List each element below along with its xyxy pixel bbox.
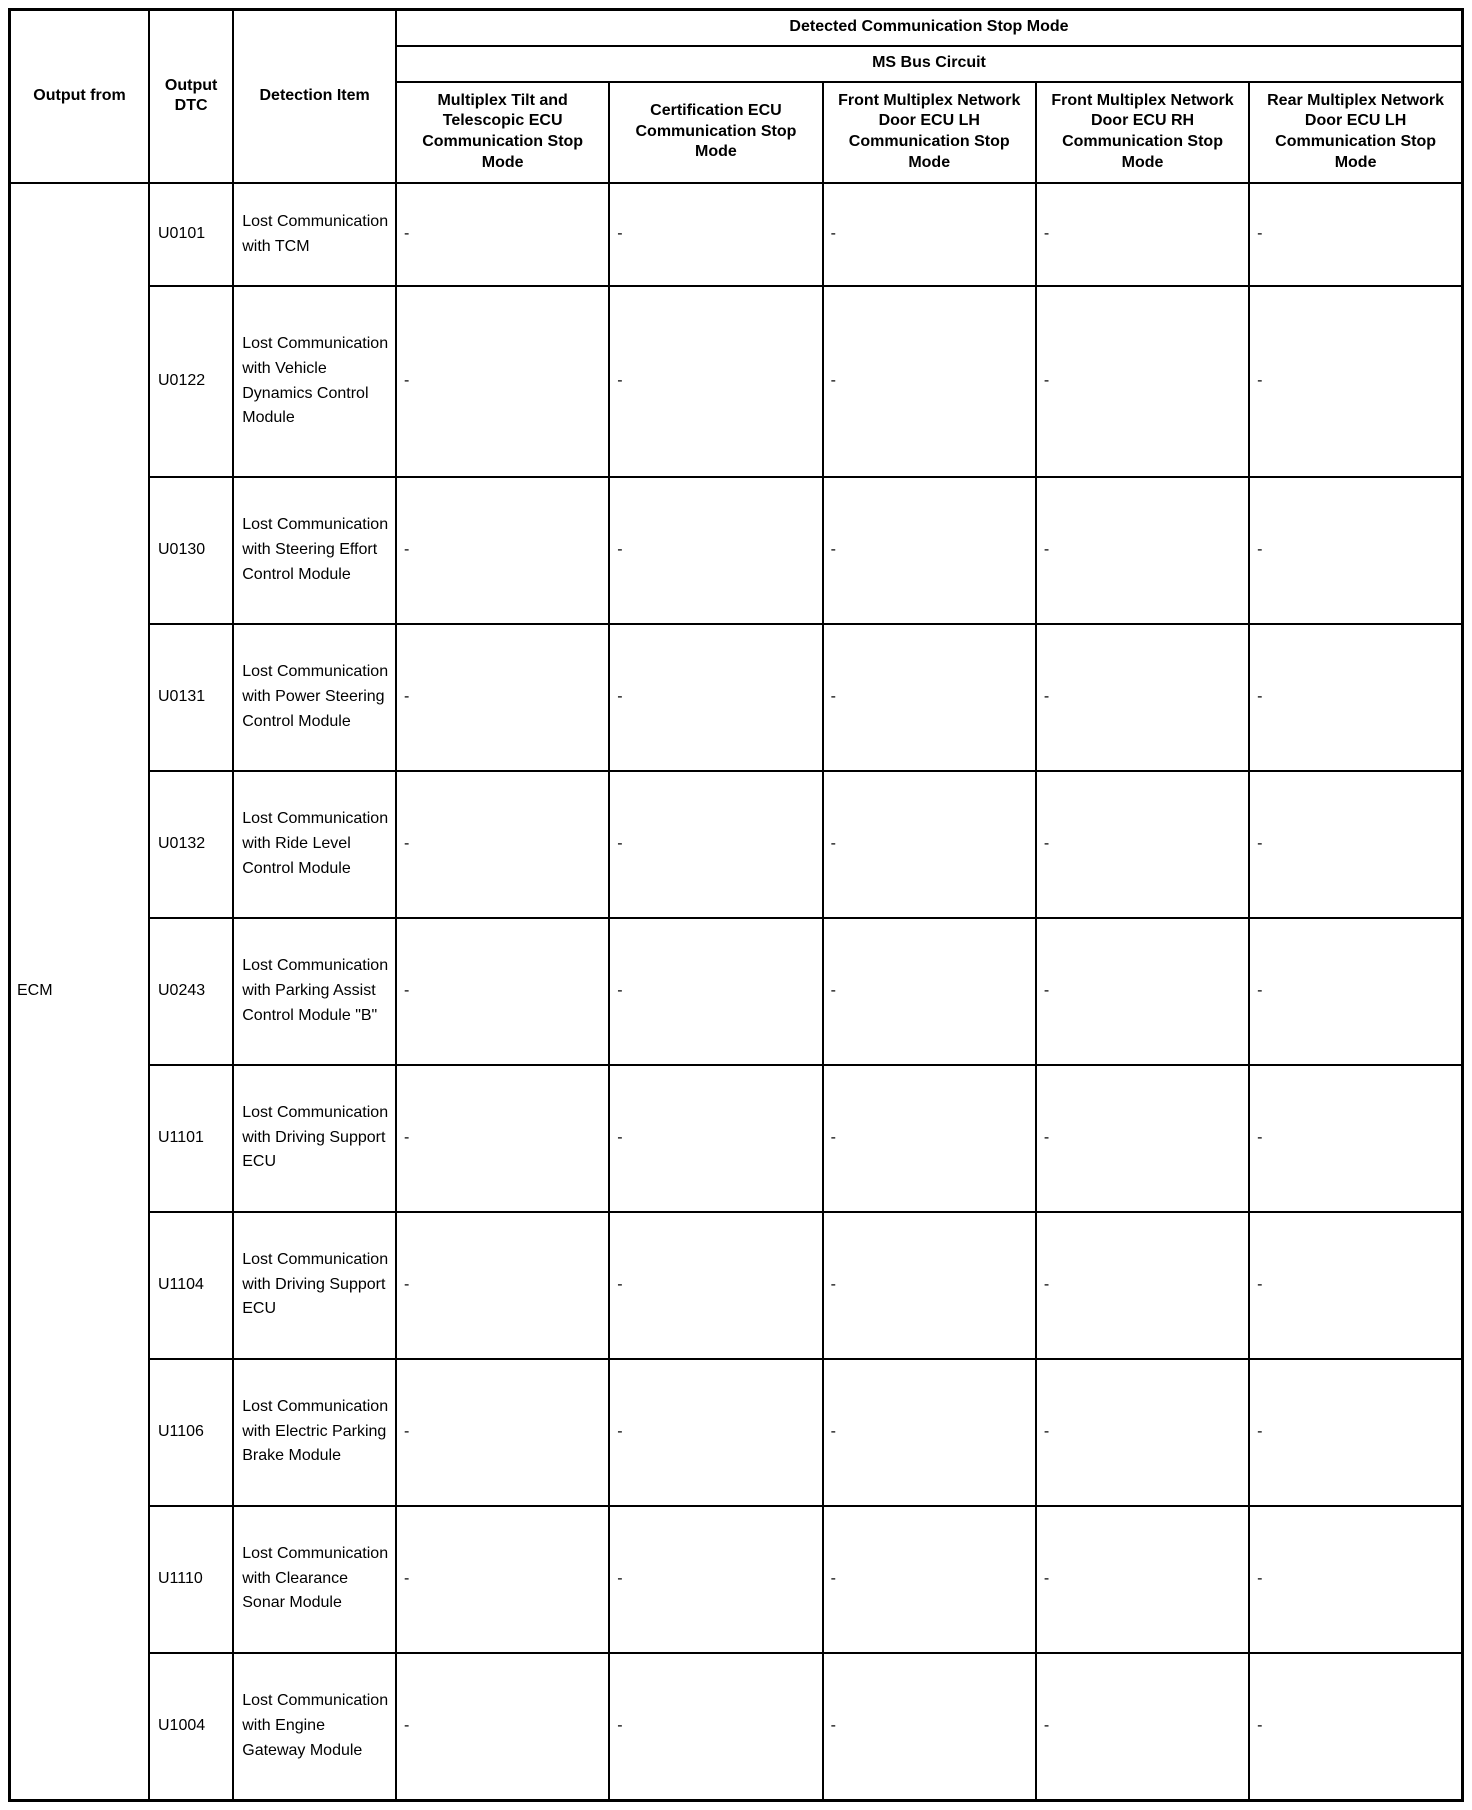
value-cell: - xyxy=(1036,1359,1249,1506)
detection-item-cell: Lost Communication with Steering Effort Control Module xyxy=(233,477,396,624)
dtc-cell: U0122 xyxy=(149,286,233,476)
value-cell: - xyxy=(396,286,609,476)
value-cell: - xyxy=(609,1653,822,1801)
table-row xyxy=(10,183,1463,287)
value-cell: - xyxy=(823,477,1036,624)
detection-item-cell: Lost Communication with Ride Level Control Module xyxy=(233,771,396,918)
value-cell: - xyxy=(1036,771,1249,918)
dtc-cell: U1101 xyxy=(149,1065,233,1212)
dtc-cell: U0243 xyxy=(149,918,233,1065)
value-cell: - xyxy=(823,1065,1036,1212)
value-cell: - xyxy=(1036,477,1249,624)
value-cell: - xyxy=(396,1065,609,1212)
value-cell: - xyxy=(396,183,609,287)
value-cell: - xyxy=(1036,1506,1249,1653)
detection-item-cell: Lost Communication with Vehicle Dynamics Control Module xyxy=(233,286,396,476)
detection-item-cell: Lost Communication with Electric Parking Brake Module xyxy=(233,1359,396,1506)
dtc-cell: U0131 xyxy=(149,624,233,771)
dtc-cell: U1110 xyxy=(149,1506,233,1653)
value-cell: - xyxy=(1249,183,1462,287)
value-cell: - xyxy=(823,1653,1036,1801)
header-detection-item: Detection Item xyxy=(233,10,396,183)
value-cell: - xyxy=(1036,624,1249,771)
dtc-cell: U1004 xyxy=(149,1653,233,1801)
dtc-cell: U0132 xyxy=(149,771,233,918)
value-cell: - xyxy=(396,918,609,1065)
detection-item-cell: Lost Communication with Engine Gateway Module xyxy=(233,1653,396,1801)
value-cell: - xyxy=(823,1359,1036,1506)
table-row xyxy=(10,1359,1463,1506)
detection-item-cell: Lost Communication with Driving Support ECU xyxy=(233,1212,396,1359)
value-cell: - xyxy=(609,1506,822,1653)
table-row xyxy=(10,624,1463,771)
table-row xyxy=(10,477,1463,624)
value-cell: - xyxy=(823,183,1036,287)
value-cell: - xyxy=(1249,1653,1462,1801)
dtc-cell: U1104 xyxy=(149,1212,233,1359)
value-cell: - xyxy=(1036,183,1249,287)
value-cell: - xyxy=(823,1212,1036,1359)
value-cell: - xyxy=(1249,477,1462,624)
value-cell: - xyxy=(609,286,822,476)
value-cell: - xyxy=(823,918,1036,1065)
dtc-cell: U1106 xyxy=(149,1359,233,1506)
value-cell: - xyxy=(1036,1653,1249,1801)
header-col-front-door-lh: Front Multiplex Network Door ECU LH Communication Stop Mode xyxy=(823,82,1036,183)
value-cell: - xyxy=(1249,1506,1462,1653)
table-row xyxy=(10,1506,1463,1653)
header-col-certification: Certification ECU Communication Stop Mode xyxy=(609,82,822,183)
value-cell: - xyxy=(609,477,822,624)
value-cell: - xyxy=(609,183,822,287)
header-subgroup-title: MS Bus Circuit xyxy=(396,46,1463,82)
value-cell: - xyxy=(823,286,1036,476)
table-row xyxy=(10,1653,1463,1801)
header-col-rear-door-lh: Rear Multiplex Network Door ECU LH Communication Stop Mode xyxy=(1249,82,1462,183)
value-cell: - xyxy=(396,1506,609,1653)
value-cell: - xyxy=(1249,1359,1462,1506)
detection-item-cell: Lost Communication with Power Steering Control Module xyxy=(233,624,396,771)
value-cell: - xyxy=(609,1065,822,1212)
value-cell: - xyxy=(823,771,1036,918)
table-row xyxy=(10,1065,1463,1212)
value-cell: - xyxy=(396,477,609,624)
value-cell: - xyxy=(823,624,1036,771)
value-cell: - xyxy=(1036,918,1249,1065)
header-col-multiplex-tilt: Multiplex Tilt and Telescopic ECU Communication Stop Mode xyxy=(396,82,609,183)
value-cell: - xyxy=(1249,624,1462,771)
output-from-cell: ECM xyxy=(10,183,149,1801)
value-cell: - xyxy=(609,918,822,1065)
value-cell: - xyxy=(396,1359,609,1506)
value-cell: - xyxy=(1249,918,1462,1065)
detection-item-cell: Lost Communication with TCM xyxy=(233,183,396,287)
header-output-dtc: Output DTC xyxy=(149,10,233,183)
value-cell: - xyxy=(609,1212,822,1359)
table-row xyxy=(10,918,1463,1065)
value-cell: - xyxy=(1249,286,1462,476)
value-cell: - xyxy=(609,771,822,918)
value-cell: - xyxy=(1249,1065,1462,1212)
header-output-from: Output from xyxy=(10,10,149,183)
value-cell: - xyxy=(396,1212,609,1359)
value-cell: - xyxy=(1249,771,1462,918)
header-group-title: Detected Communication Stop Mode xyxy=(396,10,1463,46)
value-cell: - xyxy=(823,1506,1036,1653)
detection-item-cell: Lost Communication with Driving Support ECU xyxy=(233,1065,396,1212)
detection-item-cell: Lost Communication with Parking Assist Control Module "B" xyxy=(233,918,396,1065)
value-cell: - xyxy=(1249,1212,1462,1359)
value-cell: - xyxy=(609,624,822,771)
dtc-cell: U0130 xyxy=(149,477,233,624)
value-cell: - xyxy=(609,1359,822,1506)
header-row-group xyxy=(10,10,1463,46)
value-cell: - xyxy=(396,1653,609,1801)
table-row xyxy=(10,1212,1463,1359)
value-cell: - xyxy=(1036,1065,1249,1212)
header-col-front-door-rh: Front Multiplex Network Door ECU RH Communication Stop Mode xyxy=(1036,82,1249,183)
dtc-cell: U0101 xyxy=(149,183,233,287)
table-row xyxy=(10,771,1463,918)
table-row xyxy=(10,286,1463,476)
detection-item-cell: Lost Communication with Clearance Sonar Module xyxy=(233,1506,396,1653)
value-cell: - xyxy=(1036,286,1249,476)
value-cell: - xyxy=(396,624,609,771)
dtc-table xyxy=(8,8,1464,1802)
value-cell: - xyxy=(396,771,609,918)
value-cell: - xyxy=(1036,1212,1249,1359)
